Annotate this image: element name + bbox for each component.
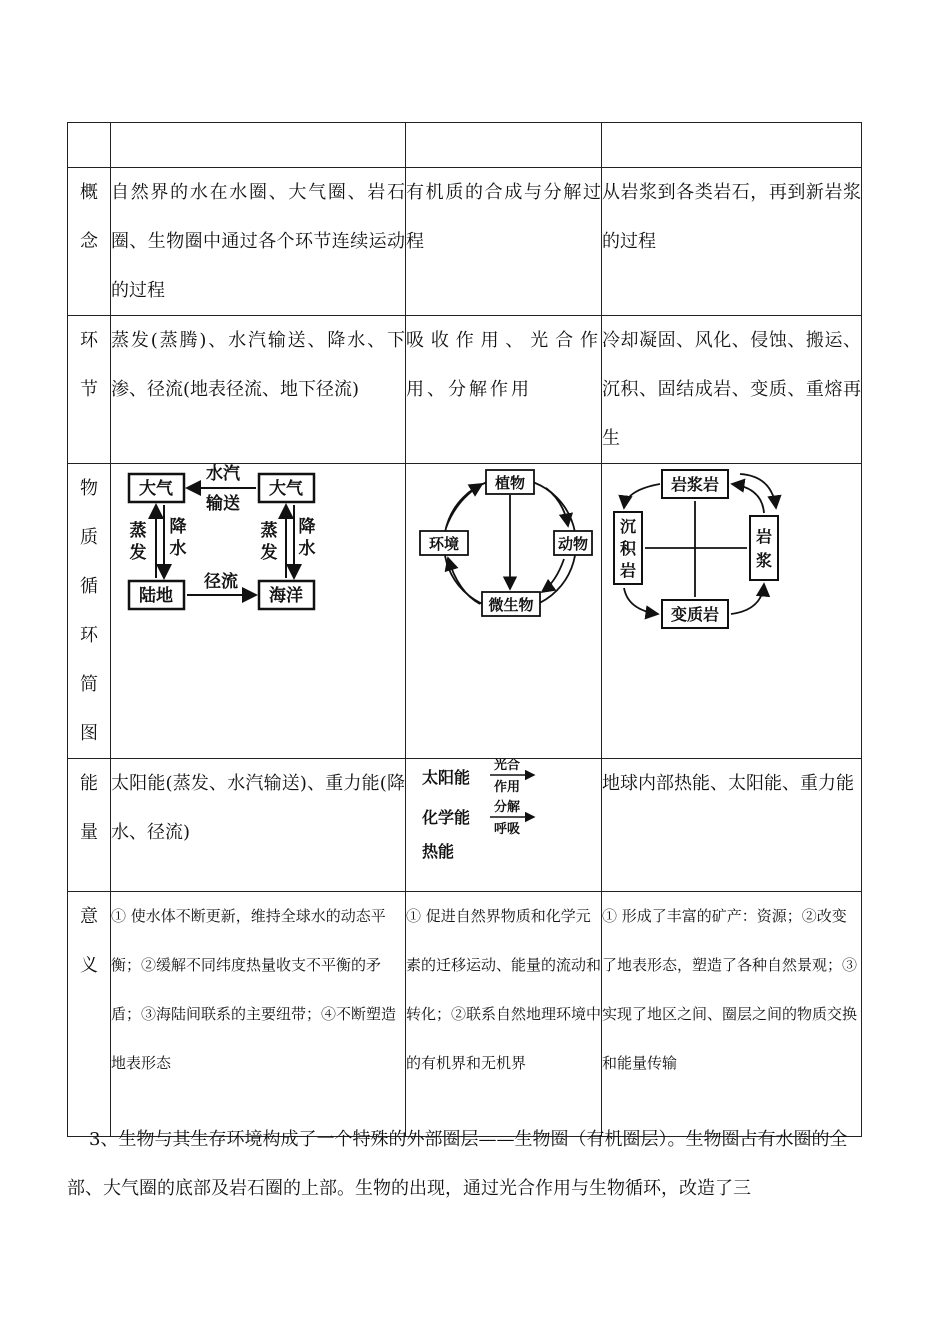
svg-text:发: 发 [129, 543, 147, 563]
svg-text:沉: 沉 [619, 517, 637, 536]
bio-cycle-svg [406, 464, 602, 754]
bio-meaning: ① 促进自然界物质和化学元素的迁移运动、能量的流动和转化；②联系自然地理环境中的有机界和无机界 [406, 892, 602, 1137]
bio-energy-chemical: 化学能 [422, 808, 471, 827]
rock-metamorphic: 变质岩 [670, 605, 720, 624]
rock-links: 冷却凝固、风化、侵蚀、搬运、沉积、固结成岩、变质、重熔再生 [602, 316, 862, 464]
bio-animal: 动物 [557, 535, 589, 553]
bio-cycle-diagram [406, 464, 602, 759]
bio-microbe: 微生物 [488, 596, 534, 614]
diagram-row [68, 464, 862, 759]
svg-text:岩: 岩 [755, 527, 773, 546]
water-links: 蒸发(蒸腾)、水汽输送、降水、下渗、径流(地表径流、地下径流) [111, 316, 406, 464]
row-label-diagram: 物 质 循 环 简 图 [68, 464, 111, 759]
water-land: 陆地 [139, 586, 173, 606]
rock-energy: 地球内部热能、太阳能、重力能 [602, 759, 862, 892]
energy-row [68, 759, 862, 892]
water-cycle-diagram [111, 464, 406, 759]
row-label-energy: 能 量 [68, 759, 111, 892]
rock-cycle-diagram [602, 464, 862, 759]
body-paragraph: 3、生物与其生存环境构成了一个特殊的外部圈层——生物圈（有机圈层）。生物圈占有水圈的全部、大气圈的底部及岩石圈的上部。生物的出现，通过光合作用与生物循环，改造了三 [67, 1129, 848, 1199]
water-atmosphere-left: 大气 [139, 479, 173, 499]
row-label-links: 环 节 [68, 316, 111, 464]
svg-text:发: 发 [260, 543, 278, 563]
svg-text:降: 降 [169, 517, 187, 537]
water-ocean: 海洋 [269, 586, 303, 606]
water-meaning: ① 使水体不断更新，维持全球水的动态平衡；②缓解不同纬度热量收支不平衡的矛盾；③海陆间联系的主要纽带；④不断塑造地表形态 [111, 892, 406, 1137]
svg-text:光合: 光合 [494, 759, 521, 773]
rock-magmatic: 岩浆岩 [670, 475, 720, 494]
rock-concept: 从岩浆到各类岩石，再到新岩浆的过程 [602, 168, 862, 316]
water-cycle-svg [111, 464, 406, 754]
meaning-row [68, 892, 862, 1137]
runoff-label: 径流 [204, 572, 238, 592]
svg-text:水汽: 水汽 [206, 464, 240, 484]
water-concept: 自然界的水在水圈、大气圈、岩石圈、生物圈中通过各个环节连续运动的过程 [111, 168, 406, 316]
svg-text:蒸: 蒸 [260, 521, 278, 541]
svg-text:呼吸: 呼吸 [494, 822, 521, 837]
header-row [68, 123, 862, 168]
svg-text:浆: 浆 [755, 551, 773, 570]
svg-text:水: 水 [169, 539, 187, 559]
concept-row [68, 168, 862, 316]
svg-text:输送: 输送 [206, 494, 240, 514]
svg-text:积: 积 [619, 539, 637, 558]
bio-plant: 植物 [494, 474, 526, 492]
bio-concept: 有机质的合成与分解过程 [406, 168, 602, 316]
water-atmosphere-right: 大气 [269, 479, 303, 499]
svg-text:分解: 分解 [494, 800, 521, 815]
bio-environment: 环境 [428, 535, 460, 553]
bio-energy-svg [406, 759, 602, 879]
svg-text:蒸: 蒸 [129, 521, 147, 541]
svg-text:水: 水 [298, 539, 316, 559]
svg-text:降: 降 [298, 517, 316, 537]
row-label-concept: 概 念 [68, 168, 111, 316]
rock-meaning: ① 形成了丰富的矿产：资源；②改变了地表形态，塑造了各种自然景观；③实现了地区之间、圈层之间的物质交换和能量传输 [602, 892, 862, 1137]
links-row [68, 316, 862, 464]
svg-text:作用: 作用 [494, 780, 521, 795]
svg-text:岩: 岩 [619, 561, 637, 580]
bio-energy-solar: 太阳能 [422, 768, 471, 787]
geo-cycle-table [67, 122, 862, 1137]
bio-energy-diagram [406, 759, 602, 892]
row-label-meaning: 意 义 [68, 892, 111, 1137]
water-energy: 太阳能(蒸发、水汽输送)、重力能(降水、径流) [111, 759, 406, 892]
bio-energy-heat: 热能 [422, 842, 455, 861]
rock-cycle-svg [602, 464, 862, 754]
bio-links: 吸收作用、光合作用、分解作用 [406, 316, 602, 464]
